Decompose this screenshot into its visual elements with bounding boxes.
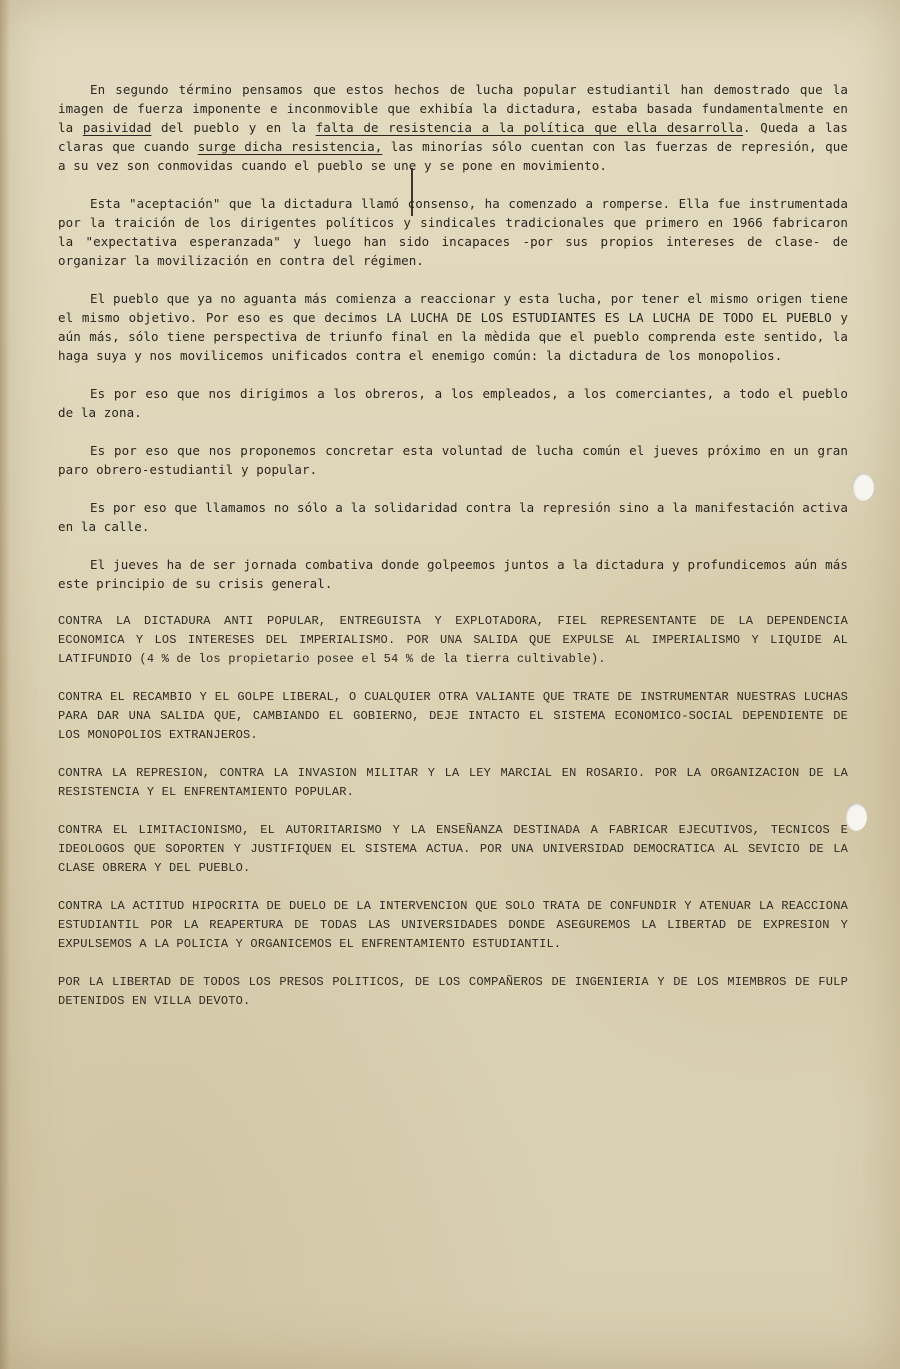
text-run: CONTRA LA REPRESION, CONTRA LA INVASION MILITAR Y LA LEY MARCIAL EN ROSARIO. POR LA ORGANIZACION DE LA RESISTENCIA Y EL ENFRENTAMIENTO POPULAR.	[58, 766, 848, 799]
text-run: Esta "aceptación" que la dictadura llamó consenso, ha comenzado a romperse. Ella fue instrumentada por la traición de los dirigentes políticos y sindicales tradicionales que primero en 1966 fabricaron la "expectativa esperanzada" y luego han sido incapaces -por sus propios intereses de clase- de organizar la movilización en contra del régimen.	[58, 196, 848, 268]
typewritten-text-body	[58, 80, 848, 1030]
text-run: Es por eso que nos dirigimos a los obreros, a los empleados, a los comerciantes, a todo el pueblo de la zona.	[58, 386, 848, 420]
underlined-text: surge dicha resistencia,	[197, 139, 383, 154]
body-paragraph	[58, 555, 848, 593]
text-run: El pueblo que ya no aguanta más comienza a reaccionar y esta lucha, por tener el mismo origen tiene el mismo objetivo. Por eso es que decimos LA LUCHA DE LOS ESTUDIANTES ES LA LUCHA DE TODO EL PUEBLO y aún más, sólo tiene perspectiva de triunfo final en la mèdida que el pueblo comprenda este sentido, la haga suya y nos movilicemos unificados contra el enemigo común: la dictadura de los monopolios.	[58, 291, 848, 363]
slogan-paragraph	[58, 688, 848, 745]
text-run: . Queda a las claras que cuando	[58, 120, 848, 154]
text-run: CONTRA LA ACTITUD HIPOCRITA DE DUELO DE LA INTERVENCION QUE SOLO TRATA DE CONFUNDIR Y ATENUAR LA REACCIONA ESTUDIANTIL POR LA REAPERTURA DE TODAS LAS UNIVERSIDADES DONDE ASEGUREMOS LA LIBERTAD DE EXPRESION Y EXPULSEMOS A LA POLICIA Y ORGANICEMOS EL ENFRENTAMIENTO ESTUDIANTIL.	[58, 899, 848, 951]
body-paragraph	[58, 384, 848, 422]
punch-hole	[852, 473, 874, 501]
text-run: del pueblo y en la	[151, 120, 316, 135]
text-run: CONTRA LA DICTADURA ANTI POPULAR, ENTREGUISTA Y EXPLOTADORA, FIEL REPRESENTANTE DE LA DEPENDENCIA ECONOMICA Y LOS INTERESES DEL IMPERIALISMO. POR UNA SALIDA QUE EXPULSE AL IMPERIALISMO Y LIQUIDE AL LATIFUNDIO (4 % de los propietario posee el 54 % de la tierra cultivable).	[58, 614, 848, 666]
body-paragraph	[58, 194, 848, 270]
text-run: El jueves ha de ser jornada combativa donde golpeemos juntos a la dictadura y profundicemos aún más este principio de su crisis general.	[58, 557, 848, 591]
slogan-paragraph	[58, 897, 848, 954]
text-run: CONTRA EL RECAMBIO Y EL GOLPE LIBERAL, O CUALQUIER OTRA VALIANTE QUE TRATE DE INSTRUMENTAR NUESTRAS LUCHAS PARA DAR UNA SALIDA QUE, CAMBIANDO EL GOBIERNO, DEJE INTACTO EL SISTEMA ECONOMICO-SOCIAL DEPENDIENTE DE LOS MONOPOLIOS EXTRANJEROS.	[58, 690, 848, 742]
text-run: Es por eso que llamamos no sólo a la solidaridad contra la represión sino a la manifestación activa en la calle.	[58, 500, 848, 534]
underlined-text: pasividad	[82, 120, 152, 135]
body-paragraph	[58, 498, 848, 536]
body-paragraph	[58, 289, 848, 365]
slogan-paragraph	[58, 612, 848, 669]
slogan-paragraph	[58, 764, 848, 802]
body-paragraph	[58, 80, 848, 175]
underlined-text: falta de resistencia a la política que ella desarrolla	[315, 120, 744, 135]
text-run: Es por eso que nos proponemos concretar esta voluntad de lucha común el jueves próximo en un gran paro obrero-estudiantil y popular.	[58, 443, 848, 477]
paper-edge-shadow	[0, 0, 10, 1369]
text-run: CONTRA EL LIMITACIONISMO, EL AUTORITARISMO Y LA ENSEÑANZA DESTINADA A FABRICAR EJECUTIVOS, TECNICOS E IDEOLOGOS QUE SOPORTEN Y JUSTIFIQUEN EL SISTEMA ACTUA. POR UNA UNIVERSIDAD DEMOCRATICA AL SEVICIO DE LA CLASE OBRERA Y DEL PUEBLO.	[58, 823, 848, 875]
punch-hole	[845, 803, 867, 831]
body-paragraph	[58, 441, 848, 479]
slogan-paragraph	[58, 821, 848, 878]
slogan-paragraph	[58, 973, 848, 1011]
text-run: POR LA LIBERTAD DE TODOS LOS PRESOS POLITICOS, DE LOS COMPAÑEROS DE INGENIERIA Y DE LOS MIEMBROS DE FULP DETENIDOS EN VILLA DEVOTO.	[58, 975, 848, 1008]
text-run: las minorías sólo cuentan con las fuerzas de represión, que a su vez son conmovidas cuando el pueblo se une y se pone en movimiento.	[58, 139, 848, 173]
text-run: En segundo término pensamos que estos hechos de lucha popular estudiantil han demostrado que la imagen de fuerza imponente e inconmovible que exhibía la dictadura, estaba basada fundamentalmente en la	[58, 82, 848, 135]
